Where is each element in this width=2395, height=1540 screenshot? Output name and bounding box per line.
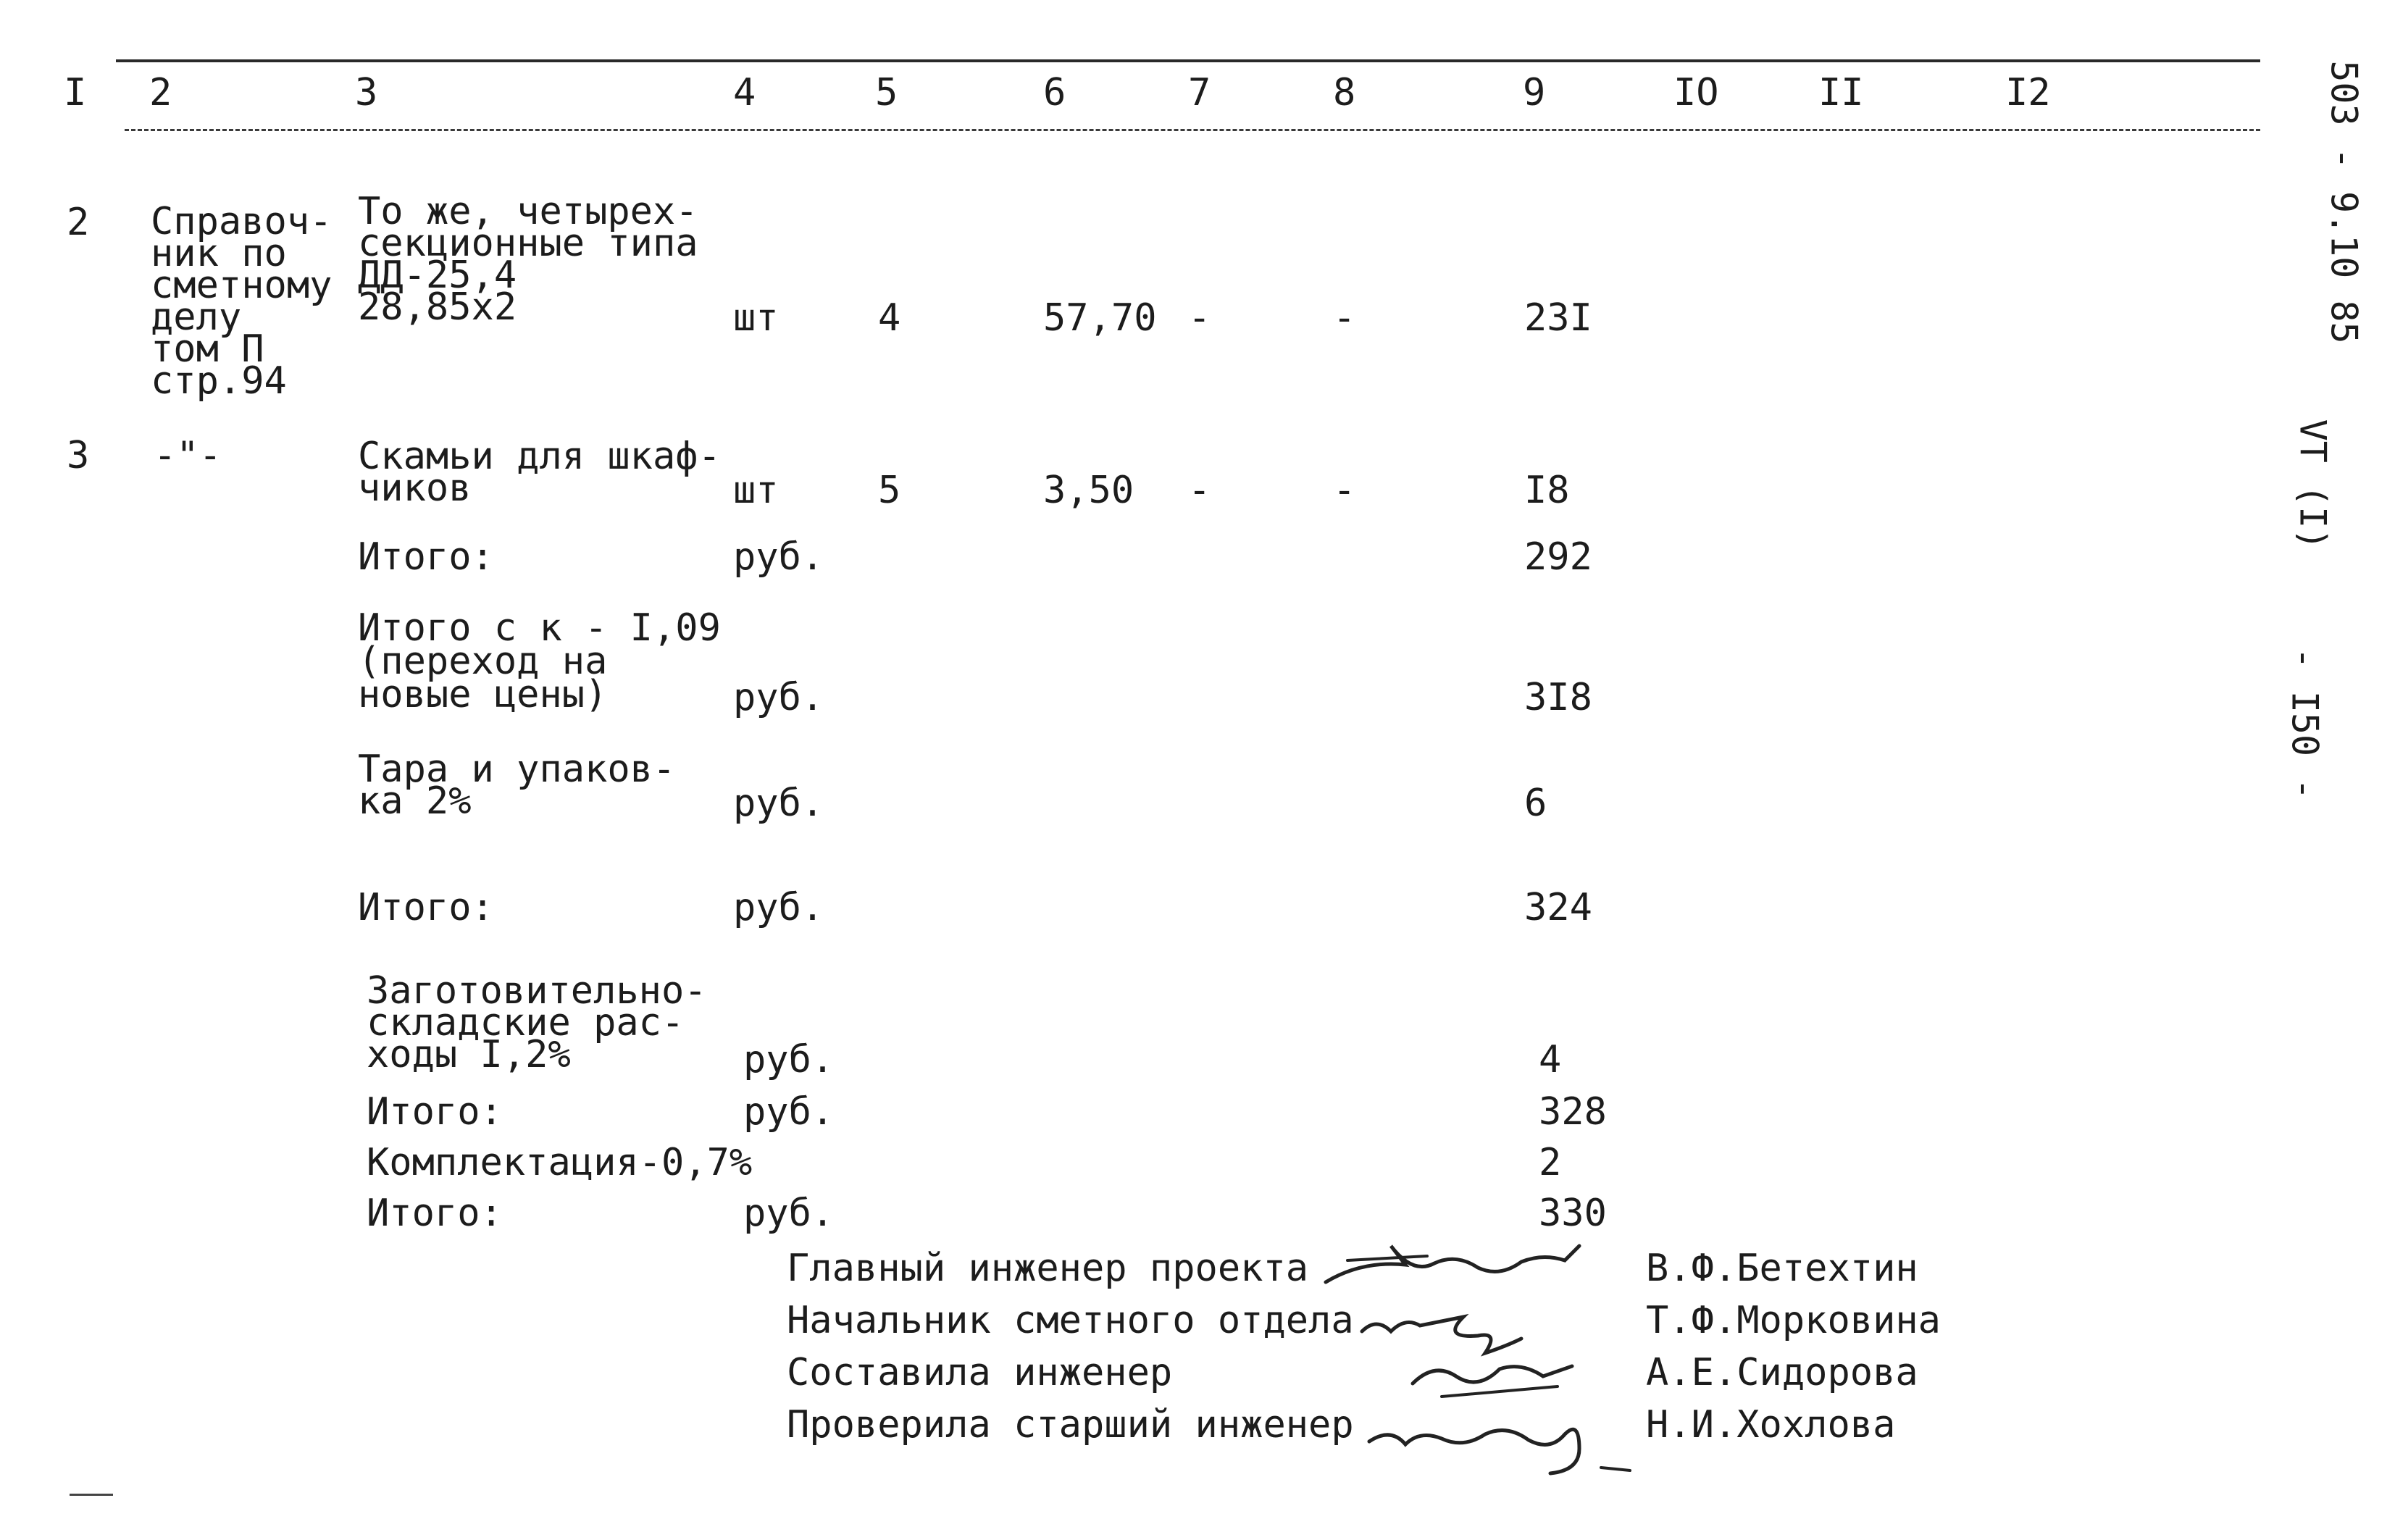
signature-name-2: Т.Ф.Морковина — [1646, 1299, 1941, 1342]
col-header-11: II — [1818, 71, 1864, 114]
grand-total-value: 330 — [1539, 1192, 1607, 1235]
margin-code: 503 - 9.10 85 — [2323, 60, 2365, 344]
col-header-12: I2 — [2005, 71, 2051, 114]
row-2-col8: - — [1333, 296, 1356, 340]
subtotal-3-unit: руб. — [733, 886, 824, 929]
signature-role-3: Составила инженер — [787, 1351, 1173, 1394]
handwritten-signature-3 — [1398, 1340, 1587, 1405]
row-3-price: 3,50 — [1043, 469, 1134, 512]
procurement-label: Заготовительно- складские рас- ходы I,2% — [367, 969, 707, 1076]
procurement-value: 4 — [1539, 1038, 1562, 1081]
procurement-unit: руб. — [743, 1038, 835, 1081]
row-3-col7: - — [1188, 469, 1211, 512]
subtotal-3-label: Итого: — [358, 886, 494, 929]
handwritten-signature-4 — [1362, 1398, 1652, 1485]
col-header-7: 7 — [1188, 71, 1211, 114]
row-2-source: Справоч- ник по сметному делу том П стр.94 — [151, 200, 333, 403]
subtotal-1-label: Итого: — [358, 535, 494, 579]
signature-name-3: А.Е.Сидорова — [1646, 1351, 1918, 1394]
row-2-unit: шт — [733, 296, 779, 340]
grand-total-unit: руб. — [743, 1192, 835, 1235]
margin-page: - I50 - — [2283, 647, 2326, 800]
subtotal-1-value: 292 — [1524, 535, 1592, 579]
signature-role-4: Проверила старший инженер — [787, 1403, 1354, 1447]
row-3-source: -"- — [154, 434, 222, 477]
row-3-number: 3 — [67, 434, 90, 477]
subtotal-4-unit: руб. — [743, 1090, 835, 1134]
row-2-price: 57,70 — [1043, 296, 1157, 340]
col-header-4: 4 — [733, 71, 756, 114]
col-header-10: IO — [1673, 71, 1719, 114]
signature-role-2: Начальник сметного отдела — [787, 1299, 1354, 1342]
col-header-8: 8 — [1333, 71, 1356, 114]
grand-total-label: Итого: — [367, 1192, 503, 1235]
completion-label: Комплектация-0,7% — [367, 1141, 753, 1184]
col-header-2: 2 — [149, 71, 172, 114]
packing-label: Тара и упаков- ка 2% — [358, 748, 676, 823]
subtotal-2-unit: руб. — [733, 676, 824, 719]
row-2-name: То же, четырех- секционные типа ДД-25,4 28,85х2 — [358, 190, 698, 329]
row-2-number: 2 — [67, 201, 90, 244]
packing-value: 6 — [1524, 782, 1547, 825]
row-3-unit: шт — [733, 469, 779, 512]
top-rule — [116, 59, 2260, 62]
handwritten-signature-1 — [1318, 1231, 1594, 1297]
row-3-qty: 5 — [878, 469, 901, 512]
subtotal-2-label: Итого с к - I,09 (переход на новые цены) — [358, 606, 721, 716]
row-3-col8: - — [1333, 469, 1356, 512]
signature-name-1: В.Ф.Бетехтин — [1646, 1247, 1918, 1290]
subtotal-1-unit: руб. — [733, 535, 824, 579]
signature-role-1: Главный инженер проекта — [787, 1247, 1309, 1290]
subtotal-4-value: 328 — [1539, 1090, 1607, 1134]
row-2-qty: 4 — [878, 296, 901, 340]
row-3-name: Скамьи для шкаф- чиков — [358, 435, 721, 510]
subtotal-4-label: Итого: — [367, 1090, 503, 1134]
subtotal-2-value: 3I8 — [1524, 676, 1592, 719]
col-header-6: 6 — [1043, 71, 1066, 114]
row-2-total: 23I — [1524, 296, 1592, 340]
col-header-3: 3 — [355, 71, 378, 114]
col-header-5: 5 — [875, 71, 898, 114]
subtotal-3-value: 324 — [1524, 886, 1592, 929]
packing-unit: руб. — [733, 782, 824, 825]
row-2-col7: - — [1188, 296, 1211, 340]
signature-name-4: Н.И.Хохлова — [1646, 1403, 1896, 1447]
completion-value: 2 — [1539, 1141, 1562, 1184]
margin-album: VT (I) — [2291, 419, 2334, 551]
scan-mark — [70, 1494, 113, 1496]
col-header-9: 9 — [1523, 71, 1546, 114]
col-header-1: I — [64, 71, 87, 114]
row-3-total: I8 — [1524, 469, 1570, 512]
header-rule — [125, 129, 2260, 131]
